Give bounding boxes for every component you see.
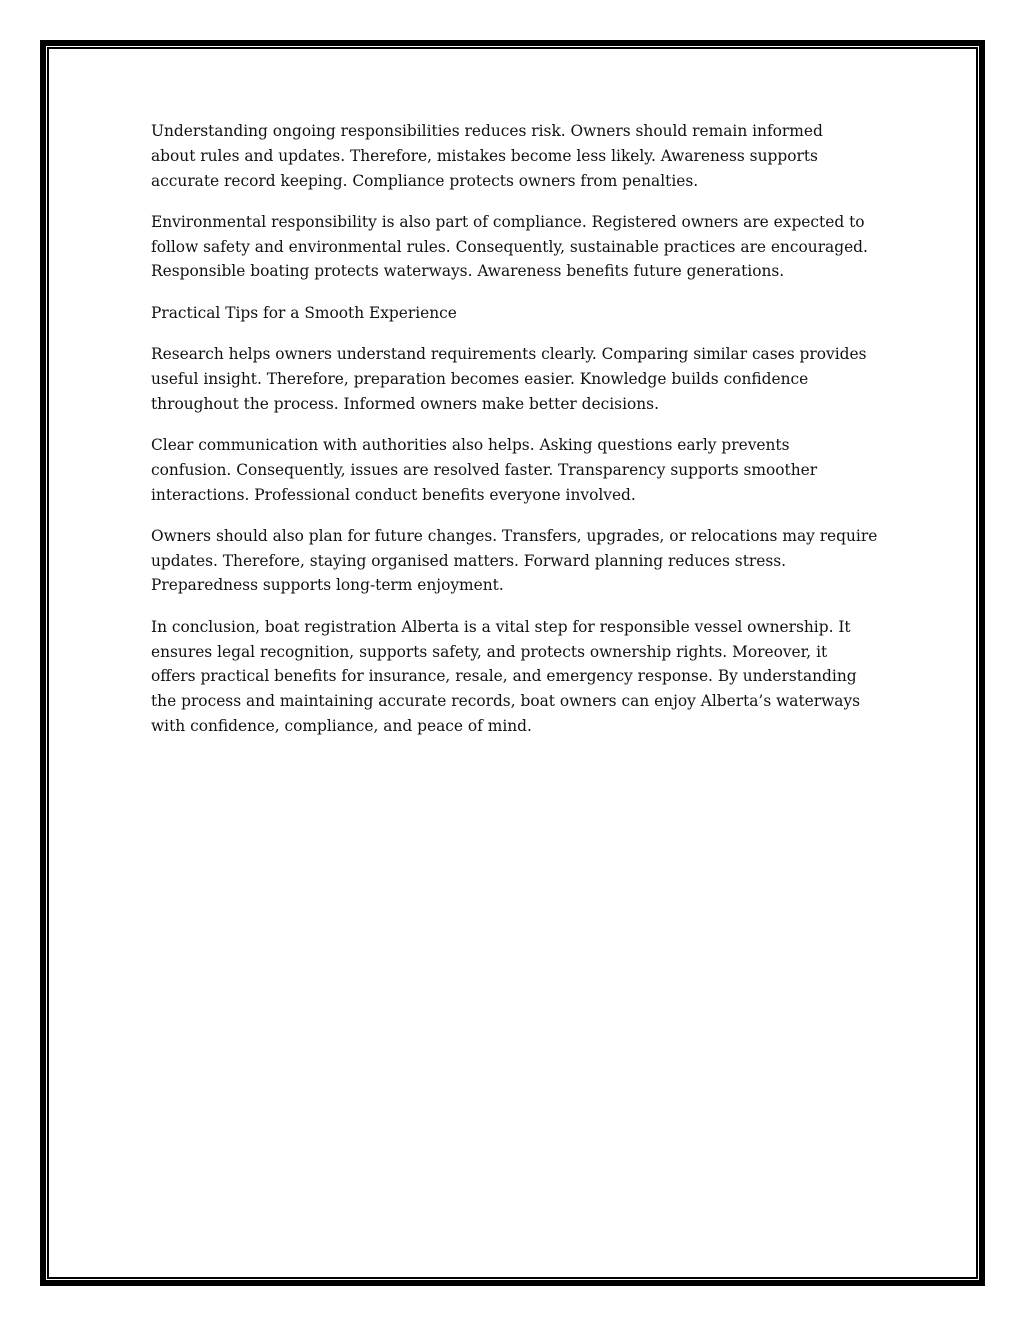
text-line: Research helps owners understand requirements clearly. Comparing similar cases provides <box>151 345 867 364</box>
text-line: offers practical benefits for insurance, resale, and emergency response. By understanding <box>151 667 857 686</box>
text-line: with confidence, compliance, and peace of mind. <box>151 716 532 735</box>
text-line: In conclusion, boat registration Alberta is a vital step for responsible vessel ownership. It <box>151 617 851 636</box>
paragraph <box>151 433 891 507</box>
text-line: Owners should also plan for future changes. Transfers, upgrades, or relocations may require <box>151 526 878 545</box>
text-line: throughout the process. Informed owners make better decisions. <box>151 394 659 413</box>
text-line: Responsible boating protects waterways. Awareness benefits future generations. <box>151 262 785 281</box>
paragraph <box>151 615 891 739</box>
text-line: follow safety and environmental rules. Consequently, sustainable practices are encouraged. <box>151 237 868 256</box>
text-line: about rules and updates. Therefore, mistakes become less likely. Awareness supports <box>151 146 818 165</box>
paragraph <box>151 342 891 416</box>
text-line: the process and maintaining accurate records, boat owners can enjoy Alberta’s waterways <box>151 692 861 711</box>
paragraph <box>151 119 891 193</box>
text-line: confusion. Consequently, issues are resolved faster. Transparency supports smoother <box>151 460 818 479</box>
paragraph <box>151 524 891 598</box>
text-line: Practical Tips for a Smooth Experience <box>151 303 457 322</box>
text-line: Preparedness supports long-term enjoyment. <box>151 576 504 595</box>
document-body <box>151 119 891 755</box>
text-line: useful insight. Therefore, preparation becomes easier. Knowledge builds confidence <box>151 369 809 388</box>
section-heading <box>151 301 891 326</box>
text-line: ensures legal recognition, supports safety, and protects ownership rights. Moreover, it <box>151 642 828 661</box>
text-line: Understanding ongoing responsibilities reduces risk. Owners should remain informed <box>151 122 823 140</box>
text-line: Environmental responsibility is also part of compliance. Registered owners are expected to <box>151 212 865 231</box>
text-line: Clear communication with authorities also helps. Asking questions early prevents <box>151 435 790 454</box>
paragraph <box>151 210 891 284</box>
text-line: updates. Therefore, staying organised matters. Forward planning reduces stress. <box>151 551 787 570</box>
text-line: interactions. Professional conduct benefits everyone involved. <box>151 485 636 504</box>
text-line: accurate record keeping. Compliance protects owners from penalties. <box>151 171 699 190</box>
